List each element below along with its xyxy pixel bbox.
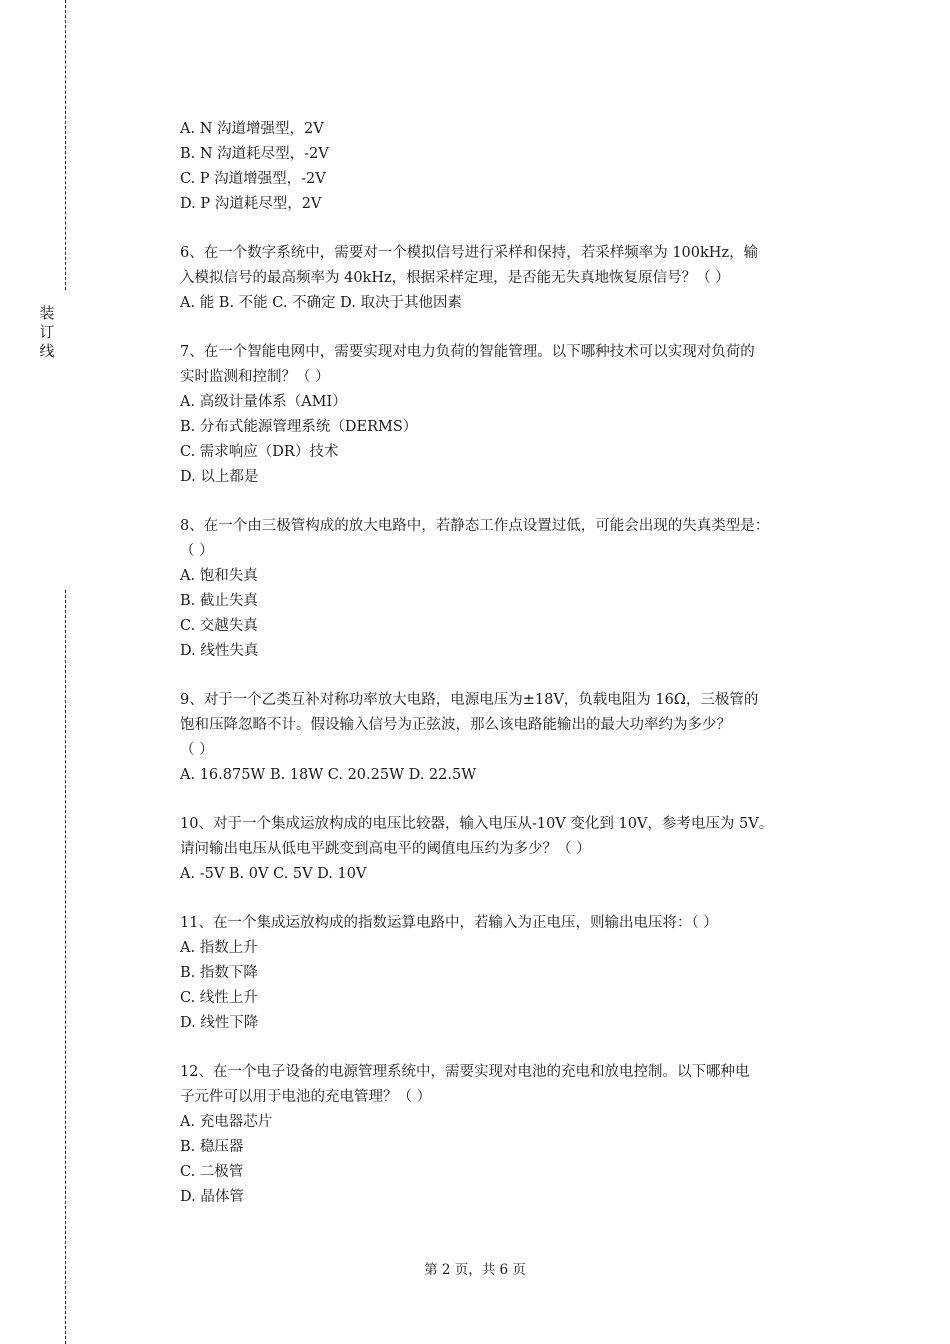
question-text: 6、在一个数字系统中，需要对一个模拟信号进行采样和保持，若采样频率为 100kHz，输	[180, 245, 759, 261]
option: A. 饱和失真	[180, 568, 258, 584]
option: C. 线性上升	[180, 990, 258, 1006]
question-6	[180, 241, 850, 316]
option: D. P 沟道耗尽型，2V	[180, 196, 322, 212]
question-10	[180, 812, 850, 887]
page-footer: 第 2 页，共 6 页	[424, 1262, 526, 1278]
option: C. 二极管	[180, 1164, 244, 1180]
option: B. 截止失真	[180, 593, 258, 609]
question-text: （ ）	[180, 742, 214, 758]
binding-line-top	[65, 0, 66, 290]
question-text: 入模拟信号的最高频率为 40kHz，根据采样定理，是否能无失真地恢复原信号？（ ）	[180, 270, 730, 286]
question-text: 11、在一个集成运放构成的指数运算电路中，若输入为正电压，则输出电压将：（ ）	[180, 915, 718, 931]
option: C. P 沟道增强型，-2V	[180, 171, 326, 187]
option: B. 分布式能源管理系统（DERMS）	[180, 419, 418, 435]
option: D. 线性失真	[180, 643, 259, 659]
option: A. 充电器芯片	[180, 1114, 273, 1130]
question-text: 9、对于一个乙类互补对称功率放大电路，电源电压为±18V，负载电阻为 16Ω，三极管的	[180, 692, 759, 708]
question-7	[180, 340, 850, 490]
question-5-options	[180, 117, 850, 217]
question-text: 实时监测和控制？（ ）	[180, 369, 330, 385]
question-text: 8、在一个由三极管构成的放大电路中，若静态工作点设置过低，可能会出现的失真类型是：	[180, 518, 770, 534]
question-11	[180, 911, 850, 1036]
option: C. 需求响应（DR）技术	[180, 444, 339, 460]
option: A. -5V B. 0V C. 5V D. 10V	[180, 866, 367, 882]
question-text: （ ）	[180, 543, 214, 559]
binding-line-bottom	[65, 590, 66, 1344]
option: B. 指数下降	[180, 965, 258, 981]
option: C. 交越失真	[180, 618, 258, 634]
option: A. 高级计量体系（AMI）	[180, 394, 347, 410]
question-text: 请问输出电压从低电平跳变到高电平的阈值电压约为多少？（ ）	[180, 841, 591, 857]
question-text: 子元件可以用于电池的充电管理？（ ）	[180, 1089, 432, 1105]
option: D. 线性下降	[180, 1015, 259, 1031]
binding-label: 装订线	[39, 304, 55, 360]
option: A. 16.875W B. 18W C. 20.25W D. 22.5W	[180, 767, 477, 783]
question-text: 12、在一个电子设备的电源管理系统中，需要实现对电池的充电和放电控制。以下哪种电	[180, 1064, 750, 1080]
question-text: 7、在一个智能电网中，需要实现对电力负荷的智能管理。以下哪种技术可以实现对负荷的	[180, 344, 755, 360]
question-12	[180, 1060, 850, 1210]
question-8	[180, 514, 850, 664]
option: D. 以上都是	[180, 469, 259, 485]
question-text: 10、对于一个集成运放构成的电压比较器，输入电压从-10V 变化到 10V，参考电压为 5V。	[180, 816, 774, 832]
option: B. N 沟道耗尽型，-2V	[180, 146, 329, 162]
option: D. 晶体管	[180, 1189, 244, 1205]
exam-content	[180, 117, 850, 1210]
question-text: 饱和压降忽略不计。假设输入信号为正弦波，那么该电路能输出的最大功率约为多少？	[180, 717, 731, 733]
question-9	[180, 688, 850, 788]
option: A. N 沟道增强型，2V	[180, 121, 324, 137]
option: B. 稳压器	[180, 1139, 244, 1155]
option: A. 能 B. 不能 C. 不确定 D. 取决于其他因素	[180, 295, 463, 311]
option: A. 指数上升	[180, 940, 258, 956]
